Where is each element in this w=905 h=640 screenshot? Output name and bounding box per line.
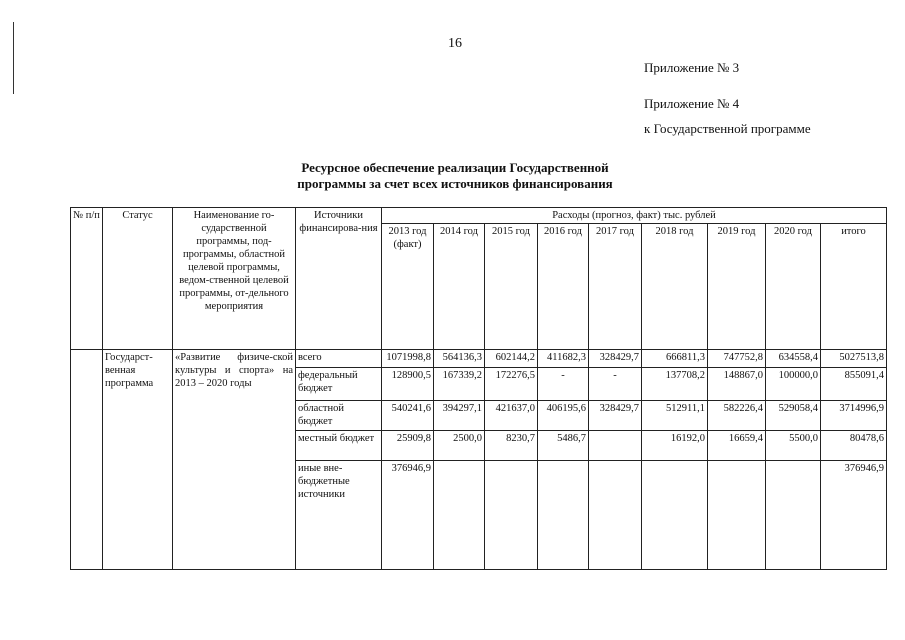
value-cell: 5486,7 <box>538 431 589 461</box>
value-cell: 16192,0 <box>642 431 708 461</box>
value-cell: 634558,4 <box>766 350 821 368</box>
source-cell: иные вне-бюджетные источники <box>296 461 382 570</box>
total-cell: 855091,4 <box>821 368 887 401</box>
header-year-2015: 2015 год <box>485 224 538 350</box>
value-cell: 406195,6 <box>538 401 589 431</box>
appendix-3-label: Приложение № 3 <box>644 60 740 75</box>
value-cell: 394297,1 <box>434 401 485 431</box>
header-num: № п/п <box>71 208 103 350</box>
program-status: Государст-венная программа <box>103 350 173 570</box>
header-year-2014: 2014 год <box>434 224 485 350</box>
header-year-2016: 2016 год <box>538 224 589 350</box>
header-name: Наименование го-сударственной программы, под-программы, областной целевой программы, ведом-ственной целевой программы, от-дельного мероприятия <box>173 208 296 350</box>
header-status: Статус <box>103 208 173 350</box>
value-cell <box>589 461 642 570</box>
value-cell: 411682,3 <box>538 350 589 368</box>
value-cell: 128900,5 <box>382 368 434 401</box>
value-cell <box>708 461 766 570</box>
value-cell: 564136,3 <box>434 350 485 368</box>
value-cell <box>589 431 642 461</box>
value-cell: 529058,4 <box>766 401 821 431</box>
value-cell: 100000,0 <box>766 368 821 401</box>
value-cell <box>642 461 708 570</box>
total-cell: 3714996,9 <box>821 401 887 431</box>
title-line-2: программы за счет всех источников финансирования <box>297 176 613 191</box>
value-cell: 5500,0 <box>766 431 821 461</box>
value-cell: 421637,0 <box>485 401 538 431</box>
value-cell: - <box>538 368 589 401</box>
table-row <box>71 350 887 368</box>
value-cell <box>538 461 589 570</box>
header-sources: Источники финансирова-ния <box>296 208 382 350</box>
value-cell: 172276,5 <box>485 368 538 401</box>
header-total: итого <box>821 224 887 350</box>
value-cell: 582226,4 <box>708 401 766 431</box>
value-cell: 328429,7 <box>589 401 642 431</box>
total-cell: 5027513,8 <box>821 350 887 368</box>
value-cell: 8230,7 <box>485 431 538 461</box>
value-cell: 376946,9 <box>382 461 434 570</box>
value-cell: 1071998,8 <box>382 350 434 368</box>
value-cell: 666811,3 <box>642 350 708 368</box>
appendix-4-subtitle: к Государственной программе <box>644 121 811 136</box>
source-cell: местный бюджет <box>296 431 382 461</box>
row-num-cell <box>71 350 103 570</box>
margin-line <box>13 22 14 94</box>
value-cell <box>766 461 821 570</box>
document-title <box>240 160 670 192</box>
value-cell: 167339,2 <box>434 368 485 401</box>
source-cell: всего <box>296 350 382 368</box>
value-cell: 747752,8 <box>708 350 766 368</box>
value-cell: 16659,4 <box>708 431 766 461</box>
value-cell <box>434 461 485 570</box>
header-expenses: Расходы (прогноз, факт) тыс. рублей <box>382 208 887 224</box>
source-cell: федеральный бюджет <box>296 368 382 401</box>
program-name: «Развитие физиче-ской культуры и спорта» на 2013 – 2020 годы <box>173 350 296 570</box>
header-year-2017: 2017 год <box>589 224 642 350</box>
value-cell: 602144,2 <box>485 350 538 368</box>
value-cell: 512911,1 <box>642 401 708 431</box>
total-cell: 80478,6 <box>821 431 887 461</box>
resource-table <box>70 207 887 570</box>
header-year-2019: 2019 год <box>708 224 766 350</box>
header-year-2020: 2020 год <box>766 224 821 350</box>
page-number: 16 <box>448 36 462 51</box>
value-cell: 328429,7 <box>589 350 642 368</box>
value-cell: 540241,6 <box>382 401 434 431</box>
value-cell: 137708,2 <box>642 368 708 401</box>
title-line-1: Ресурсное обеспечение реализации Государственной <box>301 160 609 175</box>
value-cell: 148867,0 <box>708 368 766 401</box>
value-cell <box>485 461 538 570</box>
appendix-4-label: Приложение № 4 <box>644 96 740 111</box>
header-year-2018: 2018 год <box>642 224 708 350</box>
value-cell: 25909,8 <box>382 431 434 461</box>
value-cell: - <box>589 368 642 401</box>
header-year-2013: 2013 год (факт) <box>382 224 434 350</box>
total-cell: 376946,9 <box>821 461 887 570</box>
value-cell: 2500,0 <box>434 431 485 461</box>
source-cell: областной бюджет <box>296 401 382 431</box>
